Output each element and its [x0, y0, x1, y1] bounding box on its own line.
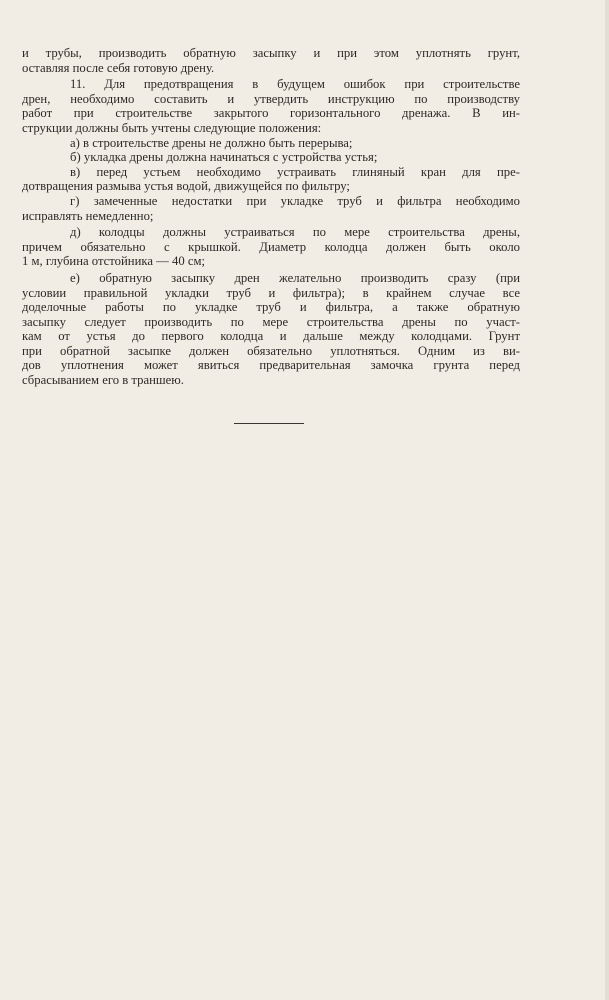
text-line: дов уплотнения может явиться предварительная замочка грунта перед	[22, 358, 520, 373]
page-edge	[605, 0, 609, 1000]
text-line: засыпку следует производить по мере строительства дрены по участ-	[22, 314, 520, 329]
list-item-a: а) в строительстве дрены не должно быть перерыва;	[70, 135, 353, 150]
list-item-v: в) перед устьем необходимо устраивать глиняный кран для пре-	[70, 164, 520, 179]
text-line: причем обязательно с крышкой. Диаметр колодца должен быть около	[22, 239, 520, 254]
text-line: дрен, необходимо составить и утвердить инструкцию по производству	[22, 91, 520, 106]
section-divider	[234, 423, 304, 424]
paragraph-11-line: 11. Для предотвращения в будущем ошибок при строительстве	[70, 77, 520, 92]
list-item-g: г) замеченные недостатки при укладке труб и фильтра необходимо	[70, 193, 520, 208]
text-line: струкции должны быть учтены следующие положения:	[22, 120, 322, 135]
text-line: при обратной засыпке должен обязательно уплотняться. Одним из ви-	[22, 343, 520, 358]
text-line: работ при строительстве закрытого горизонтального дренажа. В ин-	[22, 106, 520, 121]
text-line: исправлять немедленно;	[22, 208, 154, 223]
list-item-d: д) колодцы должны устраиваться по мере строительства дрены,	[70, 225, 520, 240]
text-line: доделочные работы по укладке труб и фильтра, а также обратную	[22, 300, 520, 315]
text-line: сбрасыванием его в траншею.	[22, 373, 184, 388]
text-line: и трубы, производить обратную засыпку и при этом уплотнять грунт,	[22, 46, 520, 60]
text-line: 1 м, глубина отстойника — 40 см;	[22, 254, 206, 269]
text-line: условии правильной укладки труб и фильтра); в крайнем случае все	[22, 285, 520, 300]
list-item-b: б) укладка дрены должна начинаться с устройства устья;	[70, 150, 378, 165]
list-item-e: е) обратную засыпку дрен желательно производить сразу (при	[70, 270, 520, 285]
text-line: дотвращения размыва устья водой, движущейся по фильтру;	[22, 179, 350, 194]
text-line: кам от устья до первого колодца и дальше между колодцами. Грунт	[22, 329, 520, 344]
document-page-text	[22, 46, 520, 388]
text-line: оставляя после себя готовую дрену.	[22, 60, 215, 75]
